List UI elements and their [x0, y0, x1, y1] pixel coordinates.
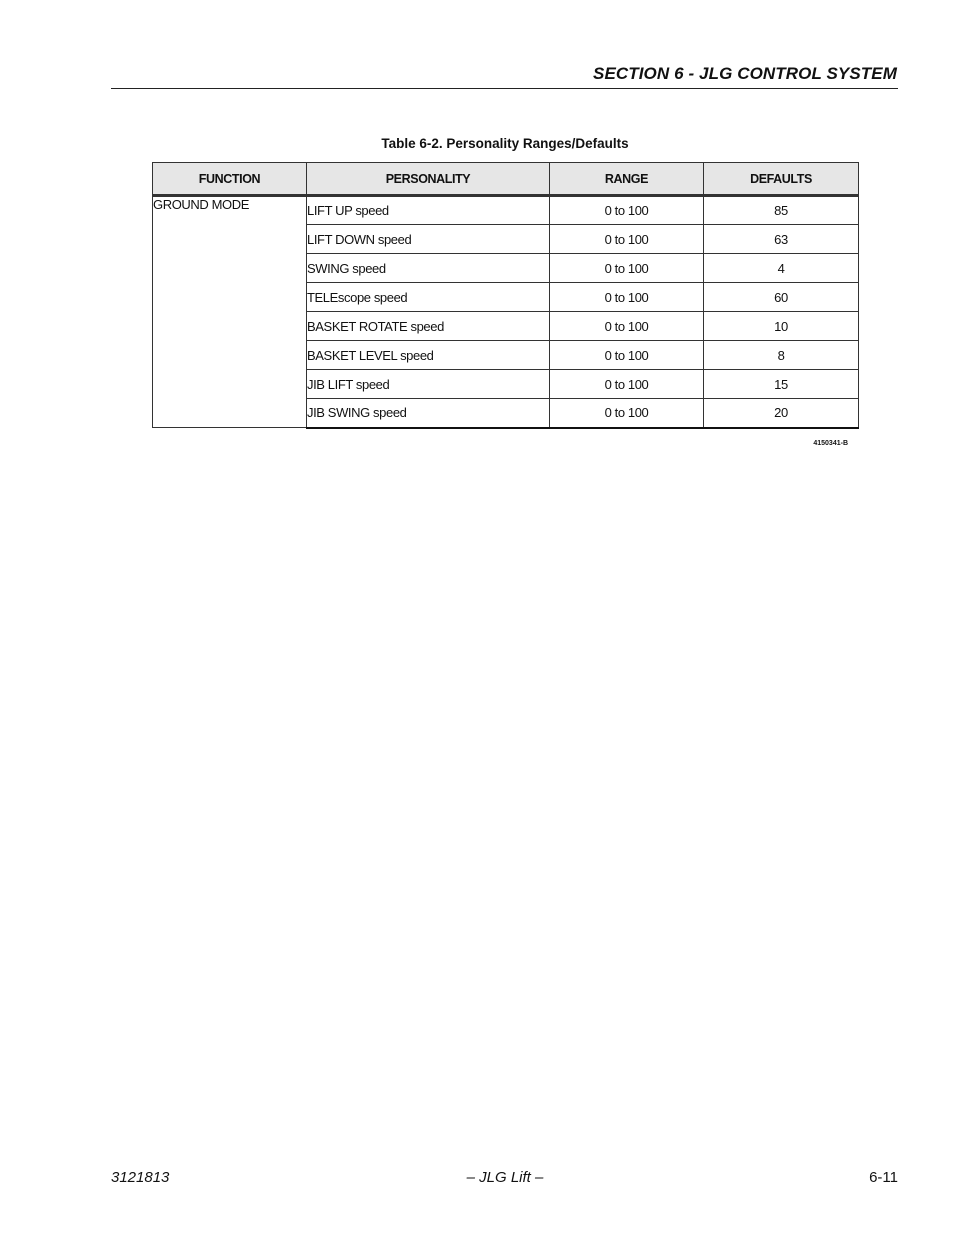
- column-header-range: RANGE: [550, 163, 704, 196]
- table-title: Table 6-2. Personality Ranges/Defaults: [381, 136, 629, 151]
- range-cell: 0 to 100: [550, 370, 704, 399]
- personality-cell: JIB SWING speed: [307, 399, 550, 428]
- personality-cell: TELEscope speed: [307, 283, 550, 312]
- default-cell: 60: [704, 283, 859, 312]
- table-header-row: [153, 163, 859, 196]
- personality-cell: BASKET ROTATE speed: [307, 312, 550, 341]
- footer-brand: – JLG Lift –: [466, 1169, 544, 1186]
- default-cell: 20: [704, 399, 859, 428]
- default-cell: 63: [704, 225, 859, 254]
- range-cell: 0 to 100: [550, 225, 704, 254]
- function-cell: GROUND MODE: [153, 196, 307, 428]
- personality-cell: LIFT DOWN speed: [307, 225, 550, 254]
- personality-table: [152, 162, 859, 429]
- personality-cell: SWING speed: [307, 254, 550, 283]
- figure-code: 4150341-B: [813, 440, 848, 447]
- table-row: [153, 196, 859, 225]
- personality-cell: LIFT UP speed: [307, 196, 550, 225]
- document-number: 3121813: [111, 1169, 170, 1186]
- personality-cell: BASKET LEVEL speed: [307, 341, 550, 370]
- personality-cell: JIB LIFT speed: [307, 370, 550, 399]
- range-cell: 0 to 100: [550, 283, 704, 312]
- range-cell: 0 to 100: [550, 399, 704, 428]
- default-cell: 10: [704, 312, 859, 341]
- range-cell: 0 to 100: [550, 254, 704, 283]
- column-header-defaults: DEFAULTS: [704, 163, 859, 196]
- default-cell: 15: [704, 370, 859, 399]
- default-cell: 8: [704, 341, 859, 370]
- section-title: SECTION 6 - JLG CONTROL SYSTEM: [593, 64, 897, 83]
- range-cell: 0 to 100: [550, 196, 704, 225]
- default-cell: 4: [704, 254, 859, 283]
- column-header-function: FUNCTION: [153, 163, 307, 196]
- range-cell: 0 to 100: [550, 312, 704, 341]
- range-cell: 0 to 100: [550, 341, 704, 370]
- header-divider: [111, 88, 898, 89]
- column-header-personality: PERSONALITY: [307, 163, 550, 196]
- page-number: 6-11: [869, 1169, 898, 1186]
- default-cell: 85: [704, 196, 859, 225]
